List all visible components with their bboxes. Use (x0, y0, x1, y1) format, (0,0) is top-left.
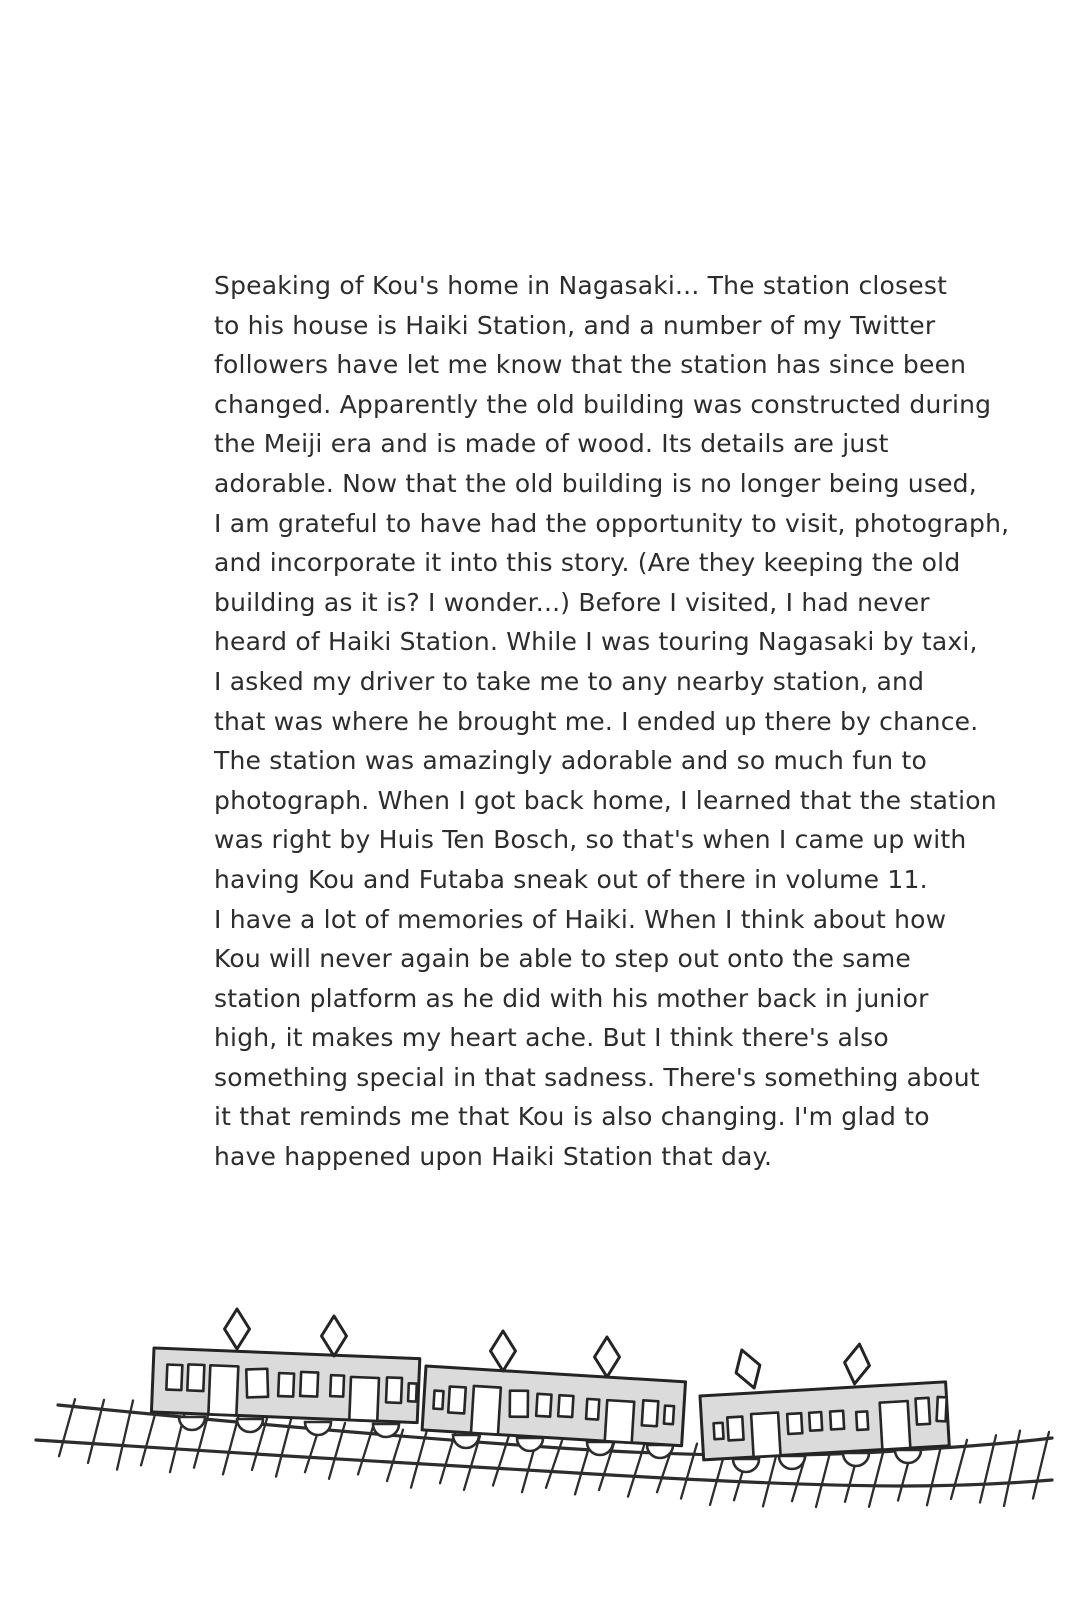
text-line: adorable. Now that the old building is no longer being used, (214, 468, 977, 498)
train-car-3 (700, 1382, 950, 1460)
text-line: photograph. When I got back home, I learned that the station (214, 785, 997, 815)
author-note-text (214, 266, 1009, 1177)
text-line: Speaking of Kou's home in Nagasaki... The station closest (214, 271, 948, 300)
car-door (349, 1377, 379, 1421)
train-doodle-illustration (0, 1272, 1067, 1600)
text-line: changed. Apparently the old building was constructed during (214, 389, 992, 419)
text-line: it that reminds me that Kou is also changing. I'm glad to (214, 1102, 930, 1132)
text-line: building as it is? I wonder...) Before I visited, I had never (214, 587, 930, 617)
car-door (471, 1386, 501, 1435)
text-line: Kou will never again be able to step out onto the same (214, 944, 911, 974)
text-line: The station was amazingly adorable and so much fun to (214, 746, 927, 776)
car-door (208, 1365, 238, 1415)
car-door (605, 1400, 634, 1443)
text-line: something special in that sadness. There's something about (214, 1062, 980, 1092)
car-door (751, 1413, 780, 1457)
text-line: was right by Huis Ten Bosch, so that's when I came up with (214, 825, 967, 855)
pantograph-diamond (322, 1316, 347, 1356)
train-car-2 (422, 1366, 685, 1446)
text-line: have happened upon Haiki Station that day. (214, 1142, 773, 1172)
car-door (880, 1401, 911, 1450)
text-line: that was where he brought me. I ended up there by chance. (214, 706, 979, 736)
text-line: station platform as he did with his mother back in junior (214, 983, 929, 1013)
pantograph-diamond (595, 1337, 620, 1377)
text-line: having Kou and Futaba sneak out of there in volume 11. (214, 864, 928, 894)
text-line: high, it makes my heart ache. But I think there's also (214, 1023, 889, 1053)
text-line: heard of Haiki Station. While I was touring Nagasaki by taxi, (214, 627, 978, 657)
text-line: I am grateful to have had the opportunity to visit, photograph, (214, 508, 1010, 538)
pantograph-diamond (842, 1343, 872, 1386)
pantograph-diamond (730, 1346, 766, 1392)
text-line: I have a lot of memories of Haiki. When I think about how (214, 904, 947, 934)
text-line: the Meiji era and is made of wood. Its details are just (214, 429, 889, 459)
train-car-1 (151, 1348, 419, 1423)
text-line: followers have let me know that the station has since been (214, 350, 967, 380)
pantograph-diamond (225, 1309, 250, 1349)
text-line: to his house is Haiki Station, and a number of my Twitter (214, 310, 936, 340)
text-line: I asked my driver to take me to any nearby station, and (214, 666, 925, 696)
pantograph-diamond (491, 1331, 516, 1371)
text-line: and incorporate it into this story. (Are they keeping the old (214, 548, 961, 578)
